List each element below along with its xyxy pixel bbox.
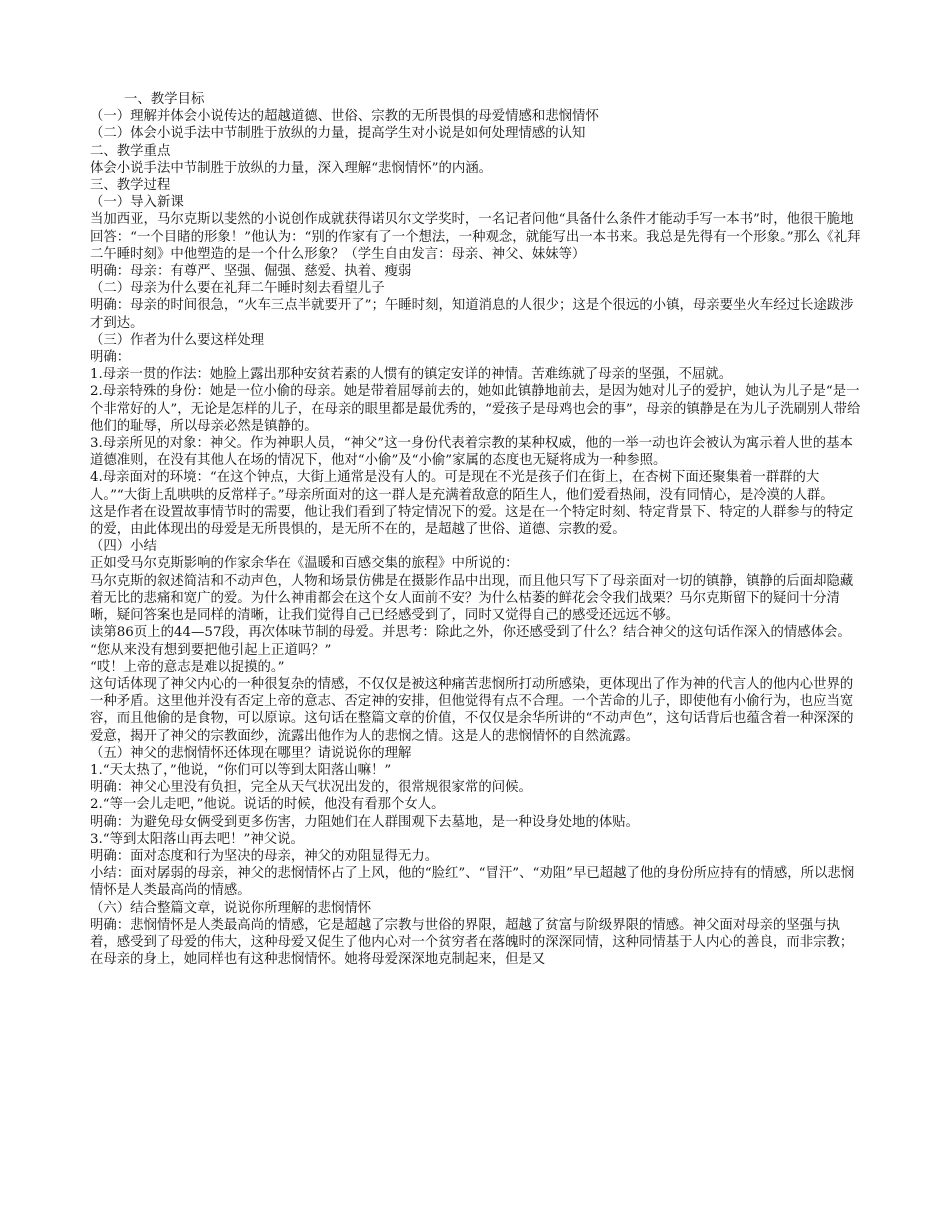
paragraph-final: 明确：悲悯情怀是人类最高尚的情感，它是超越了宗教与世俗的界限，超越了贫富与阶级界限的情感。神父面对母亲的坚强与执着，感受到了母爱的伟大，这种母爱又促生了他内心对一个贫穷者在落魄时的深深同情，这种同情基于人内心的善良，而非宗教；在母亲的身上，她同样也有这种悲悯情怀。她将母爱深深地克制起来，但是又 <box>90 917 854 968</box>
subheading-whole-text: （六）结合整篇文章，说说你所理解的悲悯情怀 <box>90 900 372 916</box>
subheading-why-author: （三）作者为什么要这样处理 <box>90 332 265 348</box>
quote-1: “您从来没有想到要把他引起上正道吗？” <box>90 642 332 658</box>
paragraph-quote-yuhua: 马尔克斯的叙述简洁和不动声色，人物和场景仿佛是在摄影作品中出现，而且他只写下了母亲面对一切的镇静，镇静的后面却隐藏着无比的悲痛和宽广的爱。为什么神甫都会在这个女人面前不安？为什么枯萎的鲜花会令我们战栗？马尔克斯留下的疑问十分清晰，疑问答案也是同样的清晰，让我们觉得自己已经感受到了，同时又觉得自己的感受还远远不够。 <box>90 573 854 624</box>
heading-process: 三、教学过程 <box>90 178 171 194</box>
paragraph-priest-analysis: 这句话体现了神父内心的一种很复杂的情感，不仅仅是被这种痛苦悲悯所打动所感染，更体现出了作为神的代言人的他内心世界的一种矛盾。这里他并没有否定上帝的意志、否定神的安排，但他觉得有点不合理。一个苦命的儿子，即使他有小偷行为，也应当宽容，而且他偷的是食物，可以原谅。这句话在整篇文章的价值，不仅仅是余华所讲的“不动声色”，这句话背后也蕴含着一种深深的爱意，揭开了神父的宗教面纱，流露出他作为人的悲悯之情。这是人的悲悯情怀的自然流露。 <box>90 676 854 744</box>
objective-1: （一）理解并体会小说传达的超越道德、世俗、宗教的无所畏惧的母爱情感和悲悯情怀 <box>90 109 599 125</box>
priest-answer-3: 明确：面对态度和行为坚决的母亲，神父的劝阻显得无力。 <box>90 848 439 864</box>
paragraph-answer-time: 明确：母亲的时间很急，“火车三点半就要开了”；午睡时刻，知道消息的人很少；这是个很远的小镇，母亲要坐火车经过长途跋涉才到达。 <box>90 298 854 331</box>
heading-objectives: 一、教学目标 <box>124 92 205 107</box>
point-3: 3.母亲所见的对象：神父。作为神职人员，“神父”这一身份代表着宗教的某种权威，他的一举一动也许会被认为寓示着人世的基本道德准则，在没有其他人在场的情况下，他对“小偷”及“小偷”家属的态度也无疑将成为一种参照。 <box>90 436 853 469</box>
paragraph-answer-label: 明确： <box>90 350 131 366</box>
subheading-why-tuesday: （二）母亲为什么要在礼拜二午睡时刻去看望儿子 <box>90 281 385 297</box>
priest-item-1: 1.“天太热了，”他说，“你们可以等到太阳落山嘛！” <box>90 762 392 778</box>
paragraph-priest-summary: 小结：面对孱弱的母亲，神父的悲悯情怀占了上风，他的“脸红”、“冒汗”、“劝阻”早已超越了他的身份所应持有的情感，所以悲悯情怀是人类最高尚的情感。 <box>90 866 855 899</box>
priest-item-3: 3.“等到太阳落山再去吧！”神父说。 <box>90 831 304 847</box>
priest-item-2: 2.“等一会儿走吧，”他说。说话的时候，他没有看那个女人。 <box>90 797 445 813</box>
priest-answer-1: 明确：神父心里没有负担，完全从天气状况出发的，很常规很家常的问候。 <box>90 780 532 796</box>
subheading-priest-compassion: （五）神父的悲悯情怀还体现在哪里？请说说你的理解 <box>90 745 412 761</box>
point-4: 4.母亲面对的环境：“在这个钟点，大街上通常是没有人的。可是现在不光是孩子们在街上，在杏树下面还聚集着一群群的大人。”“大街上乱哄哄的反常样子。”母亲所面对的这一群人是充满着敌意的陌生人，他们爱看热闹，没有同情心，是冷漠的人群。 <box>90 470 834 503</box>
priest-answer-2: 明确：为避免母女俩受到更多伤害，力阻她们在人群围观下去墓地，是一种设身处地的体贴。 <box>90 814 640 830</box>
subheading-intro: （一）导入新课 <box>90 195 184 211</box>
paragraph-intro: 当加西亚，马尔克斯以斐然的小说创作成就获得诺贝尔文学奖时，一名记者问他“具备什么条件才能动手写一本书”时，他很干脆地回答：“一个目睹的形象！”他认为：“别的作家有了一个想法，一种观念，就能写出一本书来。我总是先得有一个形象。”那么《礼拜二午睡时刻》中他塑造的是一个什么形象？（学生自由发言：母亲、神父、妹妹等） <box>90 212 861 262</box>
paragraph-author-need: 这是作者在设置故事情节时的需要，他让我们看到了特定情况下的爱。这是在一个特定时刻、特定背景下、特定的人群参与的特定的爱，由此体现出的母爱是无所畏惧的，是无所不在的，是超越了世俗、道德、宗教的爱。 <box>90 504 854 538</box>
paragraph-yuhua: 正如受马尔克斯影响的作家余华在《温暖和百感交集的旅程》中所说的： <box>90 556 519 572</box>
objective-2: （二）体会小说手法中节制胜于放纵的力量，提高学生对小说是如何处理情感的认知 <box>90 126 586 142</box>
heading-key-points: 二、教学重点 <box>90 143 171 159</box>
key-point: 体会小说手法中节制胜于放纵的力量，深入理解“悲悯情怀”的内涵。 <box>90 160 493 176</box>
point-2: 2.母亲特殊的身份：她是一位小偷的母亲。她是带着屈辱前去的，她如此镇静地前去，是因为她对儿子的爱护，她认为儿子是“是一个非常好的人”，无论是怎样的儿子，在母亲的眼里都是最优秀的，“爱孩子是母鸡也会的事”，母亲的镇静是在为儿子洗刷别人带给他们的耻辱，所以母亲必然是镇静的。 <box>90 384 861 434</box>
point-1: 1.母亲一贯的作法：她脸上露出那种安贫若素的人惯有的镇定安详的神情。苦难练就了母亲的坚强，不屈就。 <box>90 367 733 383</box>
subheading-summary: （四）小结 <box>90 539 157 555</box>
quote-2: “哎！上帝的意志是难以捉摸的。” <box>90 659 285 675</box>
paragraph-answer-mother: 明确：母亲：有尊严、坚强、倔强、慈爱、执着、瘦弱 <box>90 264 412 280</box>
paragraph-reading-task: 读第86页上的44—57段，再次体味节制的母爱。并思考：除此之外，你还感受到了什么？结合神父的这句话作深入的情感体会。 <box>90 625 851 641</box>
